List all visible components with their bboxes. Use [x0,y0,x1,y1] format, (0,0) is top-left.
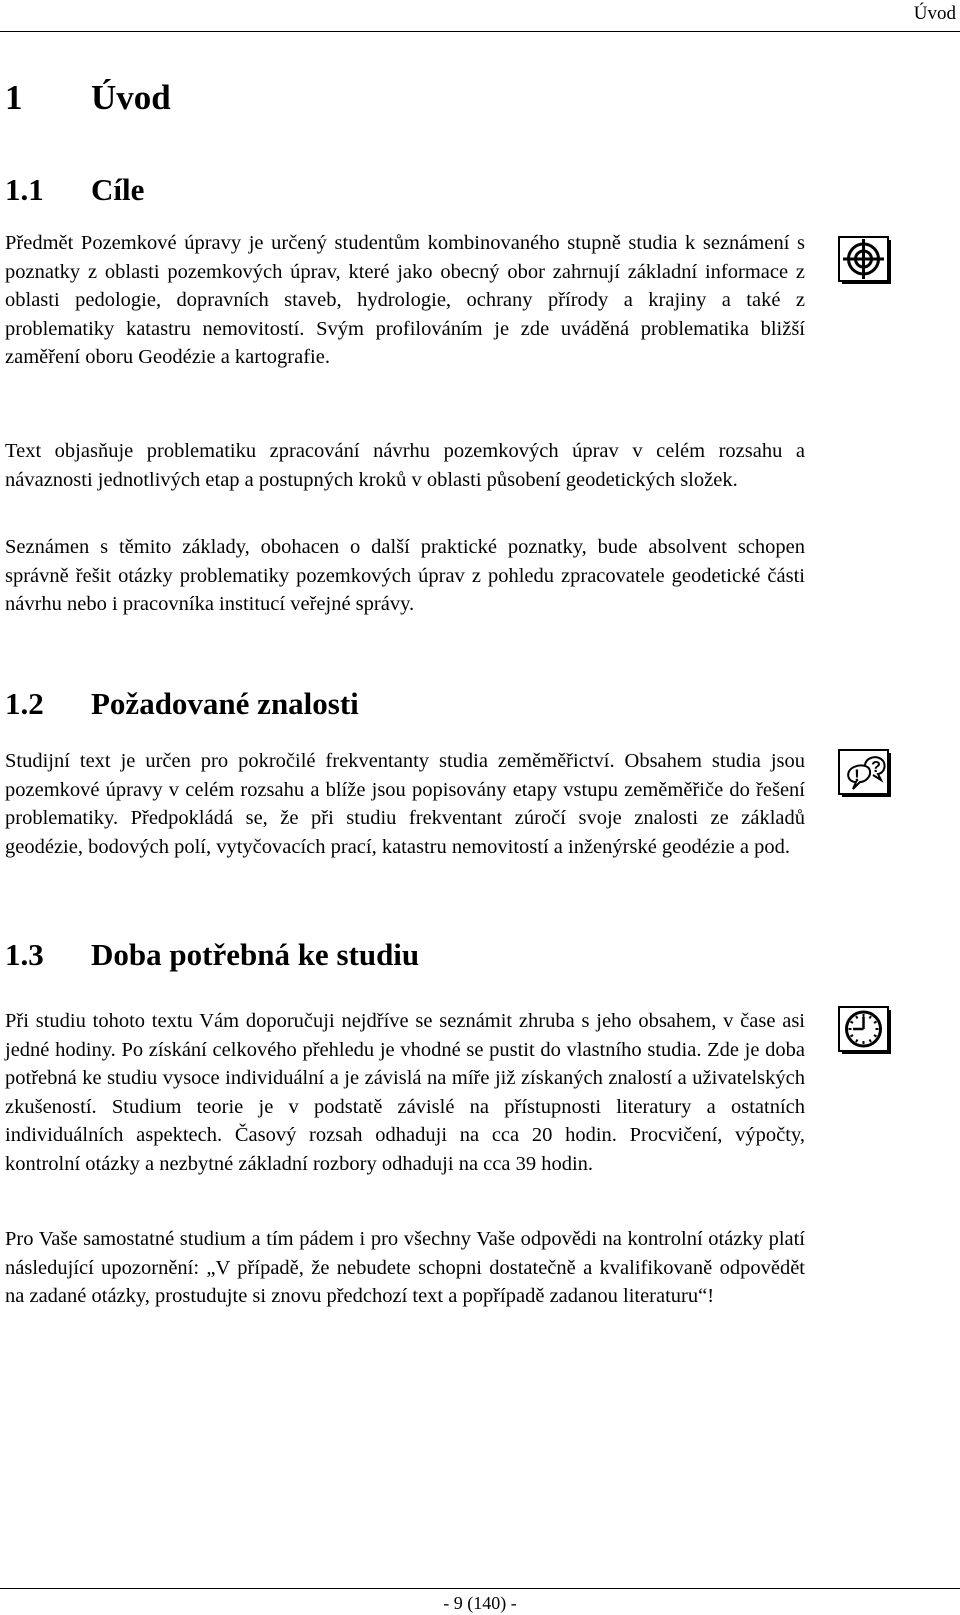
chapter-number: 1 [5,78,23,117]
paragraph: Při studiu tohoto textu Vám doporučuji nejdříve se seznámit zhruba s jeho obsahem, v čase asi jedné hodiny. Po získání celkového přehledu je vhodné se pustit do vlastního studia. Zde je doba potřebná ke studiu vysoce individuální a je závislá na míře již získaných znalostí a uživatelských zkušeností. Studium teorie je v podstatě závislé na přístupnosti literatury a ostatních individuálních aspektech. Časový rozsah odhaduji na cca 20 hodin. Procvičení, výpočty, kontrolní otázky a nezbytné základní rozbory odhaduji na cca 39 hodin. [5,1010,805,1175]
page-number: - 9 (140) - [443,1593,517,1613]
chapter-heading [5,74,171,122]
question-exclamation-icon [838,749,893,799]
paragraph: Předmět Pozemkové úpravy je určený studentům kombinovaného stupně studia k seznámení s poznatky z oblasti pozemkových úprav, které jako obecný obor zahrnují základní informace z oblasti pedologie, dopravních staveb, hydrologie, ochrany přírody a krajiny a také z problematiky katastru nemovitostí. Svým profilováním je zde uváděná problematika bližší zaměření oboru Geodézie a kartografie. [5,232,805,368]
section-heading-pozadovane-znalosti [5,684,359,724]
paragraph: Studijní text je určen pro pokročilé frekventanty studia zeměměřictví. Obsahem studia jsou pozemkové úpravy v celém rozsahu a blíže jsou popisovány etapy vstupu zeměměřiče do řešení problematiky. Předpokládá se, že při studiu frekventant zúročí svoje znalosti ze základů geodézie, bodových polí, vytyčovacích prací, katastru nemovitostí a inženýrské geodézie a pod. [5,750,805,858]
section-number: 1.2 [5,686,44,721]
chapter-title: Úvod [91,78,171,117]
svg-text:!: ! [854,766,860,785]
paragraph: Text objasňuje problematiku zpracování návrhu pozemkových úprav v celém rozsahu a návaznosti jednotlivých etap a postupných kroků v oblasti působení geodetických složek. [5,440,805,491]
svg-text:?: ? [871,759,881,776]
section-title: Požadované znalosti [91,686,359,721]
section-number: 1.1 [5,172,44,207]
page-footer [0,1588,960,1613]
paragraph: Seznámen s těmito základy, obohacen o další praktické poznatky, bude absolvent schopen správně řešit otázky problematiky pozemkových úprav z pohledu zpracovatele geodetické části návrhu nebo i pracovníka institucí veřejné správy. [5,536,805,615]
section-number: 1.3 [5,937,44,972]
clock-icon [838,1006,893,1056]
running-header [0,0,960,32]
section-title: Doba potřebná ke studiu [91,937,420,972]
target-icon [838,236,893,286]
paragraph: Pro Vaše samostatné studium a tím pádem i pro všechny Vaše odpovědi na kontrolní otázky platí následující upozornění: „V případě, že nebudete schopni dostatečně a kvalifikovaně odpovědět na zadané otázky, prostudujte si znovu předchozí text a popřípadě zadanou literaturu“! [5,1228,805,1307]
section-heading-cile [5,170,144,210]
section-heading-doba-potrebna [5,935,419,975]
header-title: Úvod [913,3,956,24]
section-title: Cíle [91,172,145,207]
